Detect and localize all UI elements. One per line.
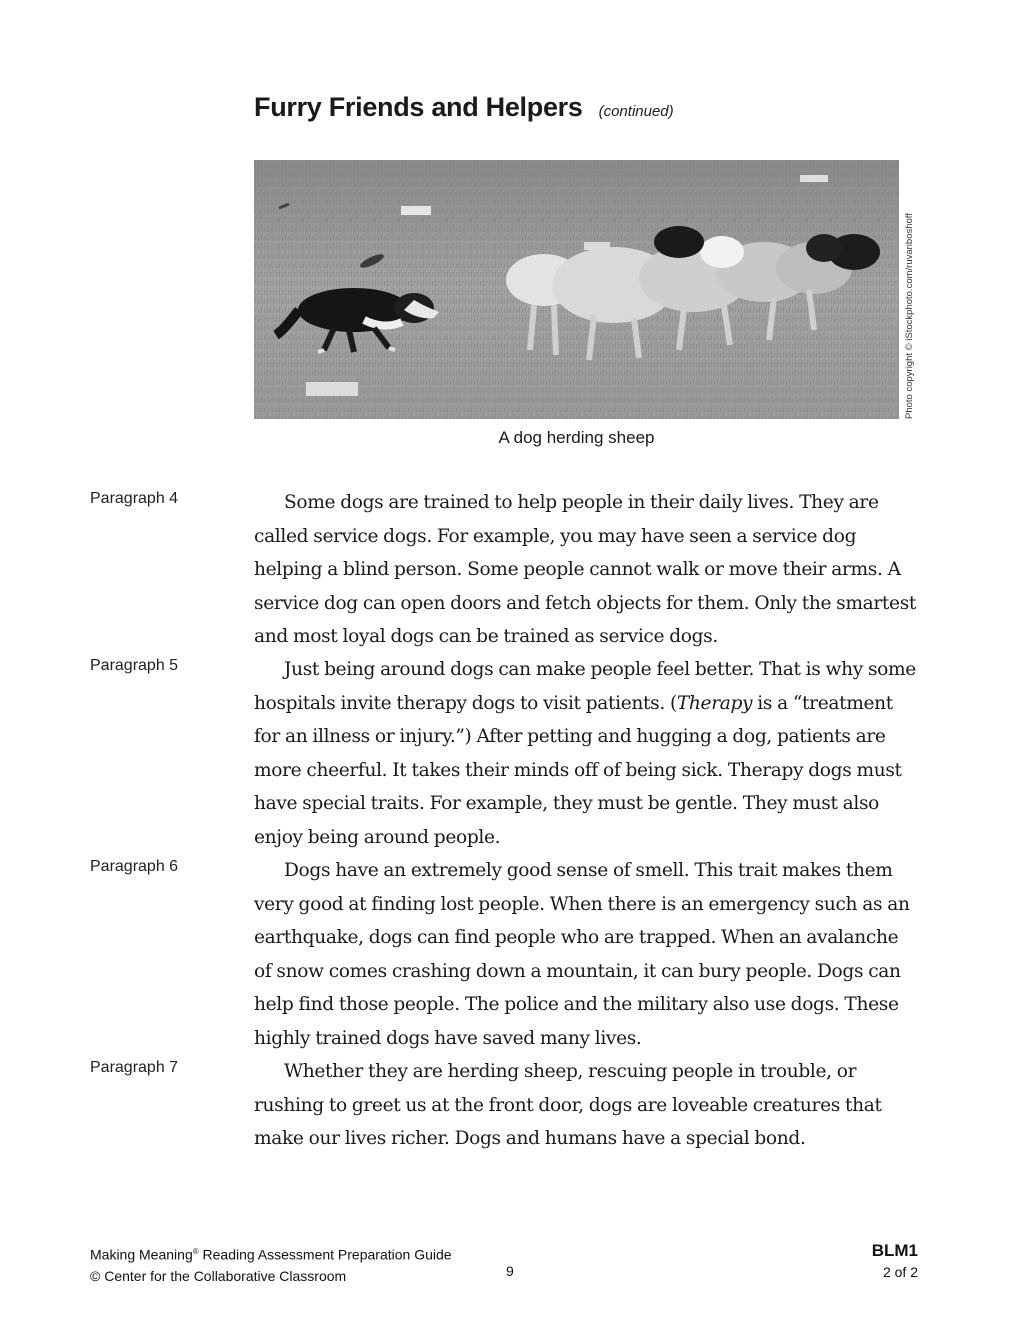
photo-credit: Photo copyright © iStockphoto.com/ruvanboshoff	[904, 213, 915, 419]
paragraph-label: Paragraph 7	[90, 1059, 179, 1076]
book-title-rest: Reading Assessment Preparation Guide	[198, 1246, 452, 1263]
footer-left	[90, 1241, 452, 1287]
paragraph-label: Paragraph 4	[90, 490, 179, 507]
paragraph-label: Paragraph 6	[90, 858, 179, 875]
paragraph-text	[254, 653, 918, 854]
copyright-line: © Center for the Collaborative Classroom	[90, 1267, 347, 1284]
book-title	[90, 1241, 452, 1266]
paragraph-text-part: Just being around dogs can make people feel better. That is why some hospitals invite therapy dogs to visit patients. (	[254, 659, 916, 714]
page-title: Furry Friends and Helpers	[254, 92, 583, 122]
page-number: 9	[506, 1263, 514, 1279]
paragraph-text: Dogs have an extremely good sense of smell. This trait makes them very good at finding lost people. When there is an emergency such as an earthquake, dogs can find people who are trapped. When an avalanche of snow comes crashing down a mountain, it can bury people. Dogs can help find those people. The police and the military also use dogs. These highly trained dogs have saved many lives.	[254, 860, 910, 1049]
page-header	[254, 92, 674, 123]
paragraph-label: Paragraph 5	[90, 657, 179, 674]
footer-right	[872, 1240, 918, 1283]
paragraph-text: Whether they are herding sheep, rescuing people in trouble, or rushing to greet us at the front door, dogs are loveable creatures that make our lives richer. Dogs and humans have a special bond.	[254, 1061, 882, 1149]
registered-mark: ®	[192, 1247, 199, 1256]
blm-label: BLM1	[871, 1241, 918, 1260]
photo-caption: A dog herding sheep	[498, 428, 655, 447]
term-therapy: Therapy	[676, 692, 753, 714]
book-title-main: Making Meaning	[90, 1246, 193, 1263]
page-subtitle: (continued)	[598, 103, 674, 120]
page-of: 2 of 2	[882, 1264, 918, 1280]
paragraph-text-part: is a “treatment for an illness or injury.”) After petting and hugging a dog, patients are more cheerful. It takes their minds off of being sick. Therapy dogs must have special traits. For example, they must be gentle. They must also enjoy being around people.	[254, 692, 902, 848]
paragraph-text: Some dogs are trained to help people in their daily lives. They are called service dogs. For example, you may have seen a service dog helping a blind person. Some people cannot walk or move their arms. A service dog can open doors and fetch objects for them. Only the smartest and most loyal dogs can be trained as service dogs.	[254, 492, 917, 647]
dog-herding-sheep-photo	[254, 160, 899, 419]
